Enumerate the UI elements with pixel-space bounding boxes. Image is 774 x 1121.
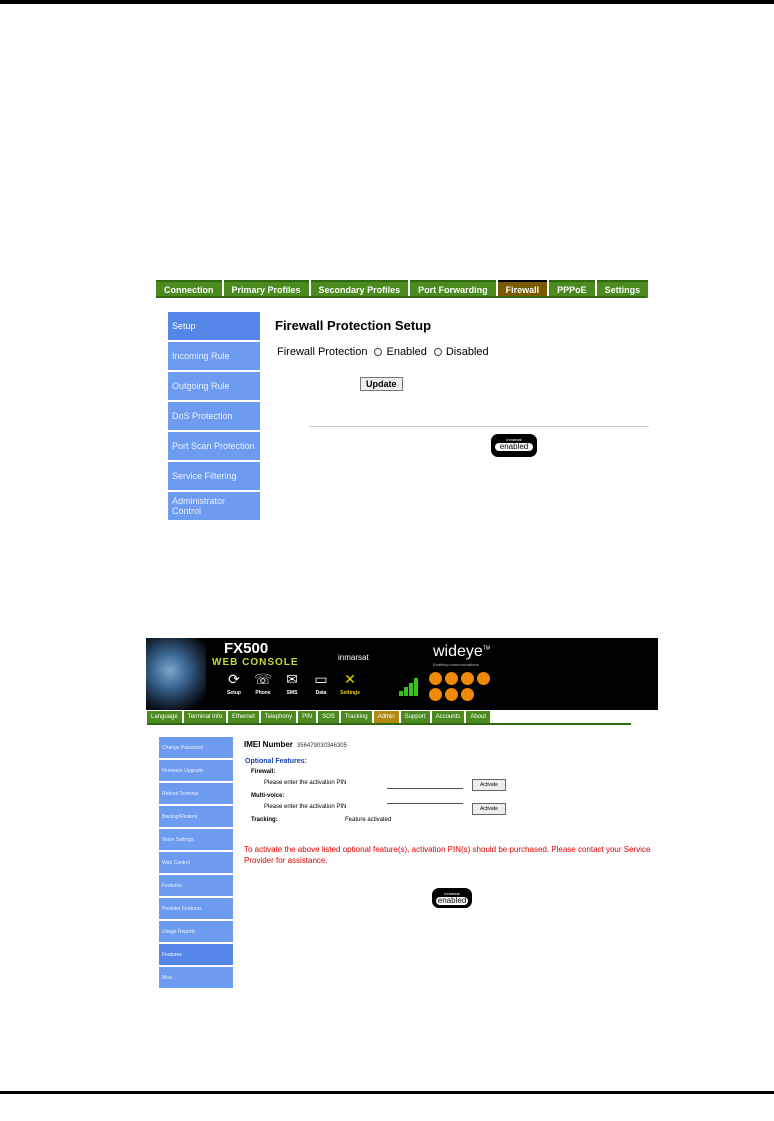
tab-port-forwarding[interactable]: Port Forwarding (410, 280, 496, 298)
inmarsat-logo: inmarsat (338, 653, 369, 662)
tab-primary-profiles[interactable]: Primary Profiles (224, 280, 309, 298)
tab-connection[interactable]: Connection (156, 280, 222, 298)
sidebar-item-service-filtering[interactable]: Service Filtering (168, 462, 260, 490)
signal-strength-icon (399, 678, 419, 696)
divider (309, 426, 649, 427)
tab-underline (156, 296, 646, 298)
sms-icon: ✉ (286, 671, 298, 687)
badge-brand: inmarsat (506, 437, 522, 442)
sidebar-item-port-scan-protection[interactable]: Port Scan Protection (168, 432, 260, 460)
sidebar-item-features[interactable]: Features (159, 944, 233, 965)
tab-language[interactable]: Language (147, 711, 182, 723)
multivoice-feature-label: Multi-voice: (251, 793, 285, 799)
sidebar-item-features-a[interactable]: Features (159, 875, 233, 896)
sidebar-item-voice-settings[interactable]: Voice Settings (159, 829, 233, 850)
sidebar-item-web-control[interactable]: Web Control (159, 852, 233, 873)
console-subtitle: WEB CONSOLE (212, 657, 299, 668)
update-button[interactable]: Update (360, 377, 403, 391)
header-nav (222, 670, 362, 696)
firewall-feature-label: Firewall: (251, 769, 276, 775)
console-tab-underline (147, 723, 631, 725)
enabled-label: Enabled (386, 346, 427, 358)
settings-icon: ✕ (344, 671, 356, 687)
imei-row (244, 740, 347, 749)
header-settings-label: Settings (340, 690, 360, 696)
firewall-protection-row (277, 346, 489, 358)
tab-support[interactable]: Support (401, 711, 430, 723)
tab-accounts[interactable]: Accounts (432, 711, 465, 723)
header-phone-label: Phone (255, 690, 271, 696)
firewall-screenshot (151, 276, 656, 526)
tab-pin[interactable]: PIN (298, 711, 316, 723)
sidebar-item-dos-protection[interactable]: DoS Protection (168, 402, 260, 430)
sidebar-item-outgoing-rule[interactable]: Outgoing Rule (168, 372, 260, 400)
sidebar-item-administrator-control[interactable]: Administrator Control (168, 492, 260, 520)
header-setup-label: Setup (227, 690, 241, 696)
tab-ethernet[interactable]: Ethernet (228, 711, 259, 723)
header-sms[interactable] (280, 670, 304, 696)
header-settings[interactable] (338, 670, 362, 696)
header-setup[interactable] (222, 670, 246, 696)
wideye-name: wideye (433, 643, 483, 660)
sidebar-item-misc[interactable]: Misc (159, 967, 233, 988)
sidebar-item-setup[interactable]: Setup (168, 312, 260, 340)
tab-firewall[interactable]: Firewall (498, 280, 548, 298)
model-name: FX500 (224, 640, 269, 657)
sidebar-item-change-password[interactable]: Change Password (159, 737, 233, 758)
enabled-radio[interactable] (374, 348, 382, 356)
wideye-tm: TM (482, 645, 491, 652)
console-header (146, 638, 658, 710)
tab-secondary-profiles[interactable]: Secondary Profiles (311, 280, 409, 298)
sidebar-item-firmware-upgrade[interactable]: Firmware Upgrade (159, 760, 233, 781)
firewall-protection-label: Firewall Protection (277, 346, 368, 358)
data-icon: ▭ (314, 671, 328, 687)
imei-value: 356479030346305 (296, 743, 347, 749)
badge2-brand: inmarsat (444, 891, 460, 896)
console-tab-bar (147, 711, 490, 723)
header-data[interactable] (309, 670, 333, 696)
badge2-enabled: enabled (437, 896, 467, 905)
firewall-pin-prompt: Please enter the activation PIN (264, 780, 347, 786)
header-sms-label: SMS (286, 690, 298, 696)
badge-enabled: enabled (495, 443, 533, 451)
multivoice-activate-button[interactable]: Activate (472, 803, 506, 815)
top-rule (0, 0, 774, 4)
phone-icon: ☏ (254, 671, 272, 687)
firewall-pin-input[interactable] (387, 780, 463, 789)
sidebar-item-usage-reports[interactable]: Usage Reports (159, 921, 233, 942)
tab-terminal-info[interactable]: Terminal Info (184, 711, 226, 723)
globe-image (146, 638, 206, 710)
tab-settings[interactable]: Settings (597, 280, 649, 298)
tab-pppoe[interactable]: PPPoE (549, 280, 595, 298)
tracking-status: Feature activated (345, 817, 392, 823)
tab-telephony[interactable]: Telephony (261, 711, 296, 723)
header-data-label: Data (315, 690, 327, 696)
header-phone[interactable] (251, 670, 275, 696)
tab-about[interactable]: About (466, 711, 490, 723)
setup-icon: ⟳ (228, 671, 240, 687)
sidebar-item-incoming-rule[interactable]: Incoming Rule (168, 342, 260, 370)
multivoice-pin-input[interactable] (387, 795, 463, 804)
firewall-activate-button[interactable]: Activate (472, 779, 506, 791)
bottom-rule (0, 1091, 774, 1094)
firewall-sidebar (168, 312, 260, 522)
console-screenshot (146, 638, 658, 1008)
optional-features-title: Optional Features: (245, 758, 307, 765)
tracking-feature-label: Tracking: (251, 817, 278, 823)
sidebar-item-provider-features[interactable]: Provider Features (159, 898, 233, 919)
multivoice-pin-prompt: Please enter the activation PIN (264, 804, 347, 810)
disabled-radio[interactable] (434, 348, 442, 356)
tab-tracking[interactable]: Tracking (341, 711, 372, 723)
wideye-tagline: Enabling communications (433, 662, 479, 667)
disabled-label: Disabled (445, 346, 489, 358)
inmarsat-enabled-logo-2 (432, 888, 472, 908)
activation-note: To activate the above listed optional feature(s), activation PIN(s) should be purchased. Please contact your Service Provider for assistance. (244, 845, 651, 865)
tab-admin[interactable]: Admin (374, 711, 399, 723)
tab-sos[interactable]: SOS (318, 711, 339, 723)
page-title: Firewall Protection Setup (275, 318, 432, 333)
sidebar-item-backup-restore[interactable]: Backup/Restore (159, 806, 233, 827)
wideye-logo (433, 643, 490, 661)
console-sidebar (159, 737, 233, 990)
inmarsat-enabled-logo (491, 434, 537, 457)
status-lights (429, 672, 499, 701)
imei-label: IMEI Number (244, 740, 293, 749)
sidebar-item-reboot-terminal[interactable]: Reboot Terminal (159, 783, 233, 804)
